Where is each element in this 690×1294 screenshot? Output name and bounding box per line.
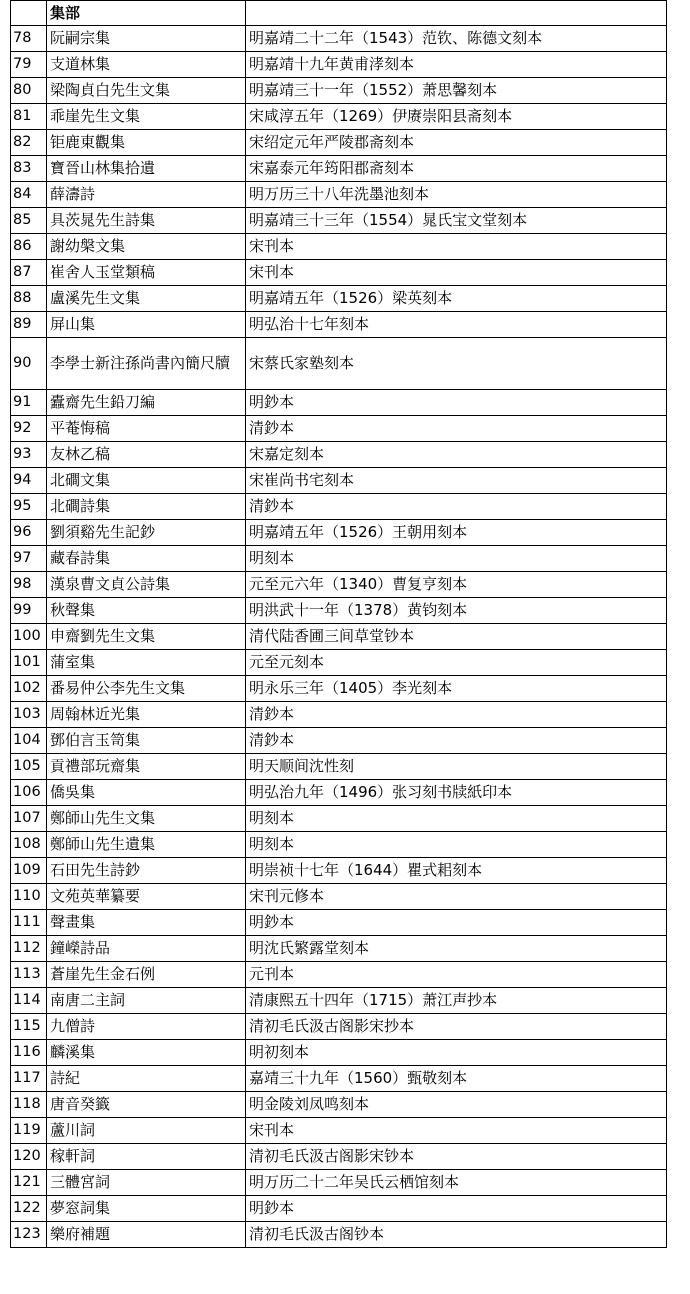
book-title: 钜鹿東觀集	[47, 130, 246, 156]
table-row	[11, 494, 667, 520]
book-title: 周翰林近光集	[47, 702, 246, 728]
edition-info: 明刻本	[246, 832, 667, 858]
book-title: 鄭師山先生文集	[47, 806, 246, 832]
table-row	[11, 780, 667, 806]
edition-info: 明沈氏繁露堂刻本	[246, 936, 667, 962]
book-title: 唐音癸籤	[47, 1092, 246, 1118]
row-number: 105	[11, 754, 47, 780]
book-title: 乖崖先生文集	[47, 104, 246, 130]
row-number: 121	[11, 1170, 47, 1196]
edition-info: 宋刊元修本	[246, 884, 667, 910]
book-title: 申齋劉先生文集	[47, 624, 246, 650]
table-row	[11, 1118, 667, 1144]
edition-info: 明鈔本	[246, 910, 667, 936]
header-edition-cell	[246, 1, 667, 26]
book-title: 九僧詩	[47, 1014, 246, 1040]
edition-info: 清代陆香圃三间草堂钞本	[246, 624, 667, 650]
edition-info: 明嘉靖五年（1526）王朝用刻本	[246, 520, 667, 546]
book-title: 寶晉山林集拾遺	[47, 156, 246, 182]
book-title: 友林乙稿	[47, 442, 246, 468]
book-title: 蘆川詞	[47, 1118, 246, 1144]
edition-info: 宋嘉泰元年筠阳郡斋刻本	[246, 156, 667, 182]
edition-info: 明万历二十二年吴氏云栖馆刻本	[246, 1170, 667, 1196]
row-number: 90	[11, 338, 47, 390]
row-number: 86	[11, 234, 47, 260]
edition-info: 明初刻本	[246, 1040, 667, 1066]
edition-info: 明天顺间沈性刻	[246, 754, 667, 780]
book-title: 詩紀	[47, 1066, 246, 1092]
catalog-table	[10, 0, 667, 1248]
table-row	[11, 936, 667, 962]
edition-info: 明嘉靖三十一年（1552）萧思馨刻本	[246, 78, 667, 104]
book-title: 蒼崖先生金石例	[47, 962, 246, 988]
row-number: 84	[11, 182, 47, 208]
edition-info: 宋刊本	[246, 1118, 667, 1144]
table-row	[11, 1092, 667, 1118]
edition-info: 宋蔡氏家塾刻本	[246, 338, 667, 390]
section-title: 集部	[47, 1, 246, 26]
table-row	[11, 546, 667, 572]
table-row	[11, 208, 667, 234]
book-title: 屏山集	[47, 312, 246, 338]
table-row	[11, 338, 667, 390]
book-title: 藏春詩集	[47, 546, 246, 572]
edition-info: 明弘治九年（1496）张习刻书牍紙印本	[246, 780, 667, 806]
row-number: 78	[11, 26, 47, 52]
row-number: 112	[11, 936, 47, 962]
table-row	[11, 676, 667, 702]
edition-info: 明刻本	[246, 546, 667, 572]
row-number: 123	[11, 1222, 47, 1248]
row-number: 119	[11, 1118, 47, 1144]
book-title: 石田先生詩鈔	[47, 858, 246, 884]
edition-info: 明弘治十七年刻本	[246, 312, 667, 338]
table-row	[11, 962, 667, 988]
row-number: 115	[11, 1014, 47, 1040]
edition-info: 宋刊本	[246, 260, 667, 286]
book-title: 具茨晁先生詩集	[47, 208, 246, 234]
table-row	[11, 1144, 667, 1170]
table-row	[11, 650, 667, 676]
row-number: 108	[11, 832, 47, 858]
edition-info: 明鈔本	[246, 390, 667, 416]
row-number: 101	[11, 650, 47, 676]
edition-info: 明嘉靖十九年黄甫涍刻本	[246, 52, 667, 78]
table-row	[11, 26, 667, 52]
table-row	[11, 910, 667, 936]
row-number: 102	[11, 676, 47, 702]
book-title: 劉須谿先生記鈔	[47, 520, 246, 546]
row-number: 106	[11, 780, 47, 806]
row-number: 81	[11, 104, 47, 130]
row-number: 95	[11, 494, 47, 520]
catalog-table-body	[11, 1, 667, 1248]
book-title: 平菴悔稿	[47, 416, 246, 442]
table-row	[11, 624, 667, 650]
table-row	[11, 1196, 667, 1222]
row-number: 83	[11, 156, 47, 182]
table-row	[11, 156, 667, 182]
edition-info: 清鈔本	[246, 494, 667, 520]
book-title: 崔舍人玉堂類稿	[47, 260, 246, 286]
table-row	[11, 1040, 667, 1066]
edition-info: 明嘉靖二十二年（1543）范钦、陈德文刻本	[246, 26, 667, 52]
row-number: 98	[11, 572, 47, 598]
row-number: 110	[11, 884, 47, 910]
book-title: 梁陶貞白先生文集	[47, 78, 246, 104]
row-number: 118	[11, 1092, 47, 1118]
edition-info: 明崇祯十七年（1644）瞿式耜刻本	[246, 858, 667, 884]
table-row	[11, 468, 667, 494]
table-row	[11, 312, 667, 338]
table-row	[11, 182, 667, 208]
edition-info: 清初毛氏汲古阁影宋抄本	[246, 1014, 667, 1040]
edition-info: 明嘉靖三十三年（1554）晁氏宝文堂刻本	[246, 208, 667, 234]
book-title: 文苑英華纂要	[47, 884, 246, 910]
edition-info: 宋嘉定刻本	[246, 442, 667, 468]
edition-info: 明永乐三年（1405）李光刻本	[246, 676, 667, 702]
book-title: 南唐二主詞	[47, 988, 246, 1014]
section-header-row	[11, 1, 667, 26]
row-number: 107	[11, 806, 47, 832]
table-row	[11, 728, 667, 754]
book-title: 北磵詩集	[47, 494, 246, 520]
row-number: 82	[11, 130, 47, 156]
book-title: 秋聲集	[47, 598, 246, 624]
edition-info: 宋刊本	[246, 234, 667, 260]
row-number: 85	[11, 208, 47, 234]
table-row	[11, 1014, 667, 1040]
row-number: 100	[11, 624, 47, 650]
table-row	[11, 598, 667, 624]
book-title: 貢禮部玩齋集	[47, 754, 246, 780]
table-row	[11, 104, 667, 130]
row-number: 97	[11, 546, 47, 572]
row-number: 120	[11, 1144, 47, 1170]
book-title: 盧溪先生文集	[47, 286, 246, 312]
book-title: 阮嗣宗集	[47, 26, 246, 52]
edition-info: 清鈔本	[246, 702, 667, 728]
book-title: 鐘嶸詩品	[47, 936, 246, 962]
book-title: 三體宮詞	[47, 1170, 246, 1196]
row-number: 113	[11, 962, 47, 988]
edition-info: 明鈔本	[246, 1196, 667, 1222]
edition-info: 明洪武十一年（1378）黄钧刻本	[246, 598, 667, 624]
book-title: 鄧伯言玉笥集	[47, 728, 246, 754]
row-number: 99	[11, 598, 47, 624]
edition-info: 明刻本	[246, 806, 667, 832]
row-number: 92	[11, 416, 47, 442]
table-row	[11, 702, 667, 728]
table-row	[11, 52, 667, 78]
table-row	[11, 416, 667, 442]
header-num-cell	[11, 1, 47, 26]
row-number: 94	[11, 468, 47, 494]
table-row	[11, 234, 667, 260]
row-number: 89	[11, 312, 47, 338]
row-number: 79	[11, 52, 47, 78]
book-title: 番易仲公李先生文集	[47, 676, 246, 702]
row-number: 91	[11, 390, 47, 416]
row-number: 111	[11, 910, 47, 936]
book-title: 謝幼槃文集	[47, 234, 246, 260]
table-row	[11, 130, 667, 156]
book-title: 僑吳集	[47, 780, 246, 806]
row-number: 104	[11, 728, 47, 754]
book-title: 薛濤詩	[47, 182, 246, 208]
book-title: 支道林集	[47, 52, 246, 78]
table-row	[11, 572, 667, 598]
table-row	[11, 286, 667, 312]
edition-info: 清鈔本	[246, 728, 667, 754]
edition-info: 宋咸淳五年（1269）伊赓崇阳县斋刻本	[246, 104, 667, 130]
book-title: 夢窓詞集	[47, 1196, 246, 1222]
book-title: 聲畫集	[47, 910, 246, 936]
table-row	[11, 806, 667, 832]
table-row	[11, 1066, 667, 1092]
row-number: 116	[11, 1040, 47, 1066]
edition-info: 明金陵刘凤鸣刻本	[246, 1092, 667, 1118]
table-row	[11, 832, 667, 858]
book-title: 麟溪集	[47, 1040, 246, 1066]
edition-info: 清康熙五十四年（1715）萧江声抄本	[246, 988, 667, 1014]
table-row	[11, 442, 667, 468]
book-title: 蠹齋先生鉛刀編	[47, 390, 246, 416]
book-title: 李學士新注孫尚書內簡尺牘	[47, 338, 246, 390]
edition-info: 清鈔本	[246, 416, 667, 442]
book-title: 稼軒詞	[47, 1144, 246, 1170]
table-row	[11, 884, 667, 910]
edition-info: 清初毛氏汲古阁影宋钞本	[246, 1144, 667, 1170]
table-row	[11, 78, 667, 104]
edition-info: 明万历三十八年洗墨池刻本	[246, 182, 667, 208]
edition-info: 清初毛氏汲古阁钞本	[246, 1222, 667, 1248]
table-row	[11, 858, 667, 884]
table-row	[11, 1222, 667, 1248]
book-title: 樂府補題	[47, 1222, 246, 1248]
edition-info: 宋崔尚书宅刻本	[246, 468, 667, 494]
row-number: 88	[11, 286, 47, 312]
row-number: 117	[11, 1066, 47, 1092]
row-number: 114	[11, 988, 47, 1014]
row-number: 109	[11, 858, 47, 884]
row-number: 93	[11, 442, 47, 468]
row-number: 103	[11, 702, 47, 728]
row-number: 122	[11, 1196, 47, 1222]
book-title: 北磵文集	[47, 468, 246, 494]
table-row	[11, 988, 667, 1014]
book-title: 漢泉曹文貞公詩集	[47, 572, 246, 598]
edition-info: 元至元刻本	[246, 650, 667, 676]
table-row	[11, 260, 667, 286]
table-row	[11, 520, 667, 546]
edition-info: 嘉靖三十九年（1560）甄敬刻本	[246, 1066, 667, 1092]
edition-info: 元刊本	[246, 962, 667, 988]
row-number: 87	[11, 260, 47, 286]
table-row	[11, 390, 667, 416]
row-number: 80	[11, 78, 47, 104]
book-title: 蒲室集	[47, 650, 246, 676]
edition-info: 明嘉靖五年（1526）梁英刻本	[246, 286, 667, 312]
edition-info: 元至元六年（1340）曹复亨刻本	[246, 572, 667, 598]
book-title: 鄭師山先生遺集	[47, 832, 246, 858]
table-row	[11, 1170, 667, 1196]
row-number: 96	[11, 520, 47, 546]
table-row	[11, 754, 667, 780]
edition-info: 宋绍定元年严陵郡斋刻本	[246, 130, 667, 156]
